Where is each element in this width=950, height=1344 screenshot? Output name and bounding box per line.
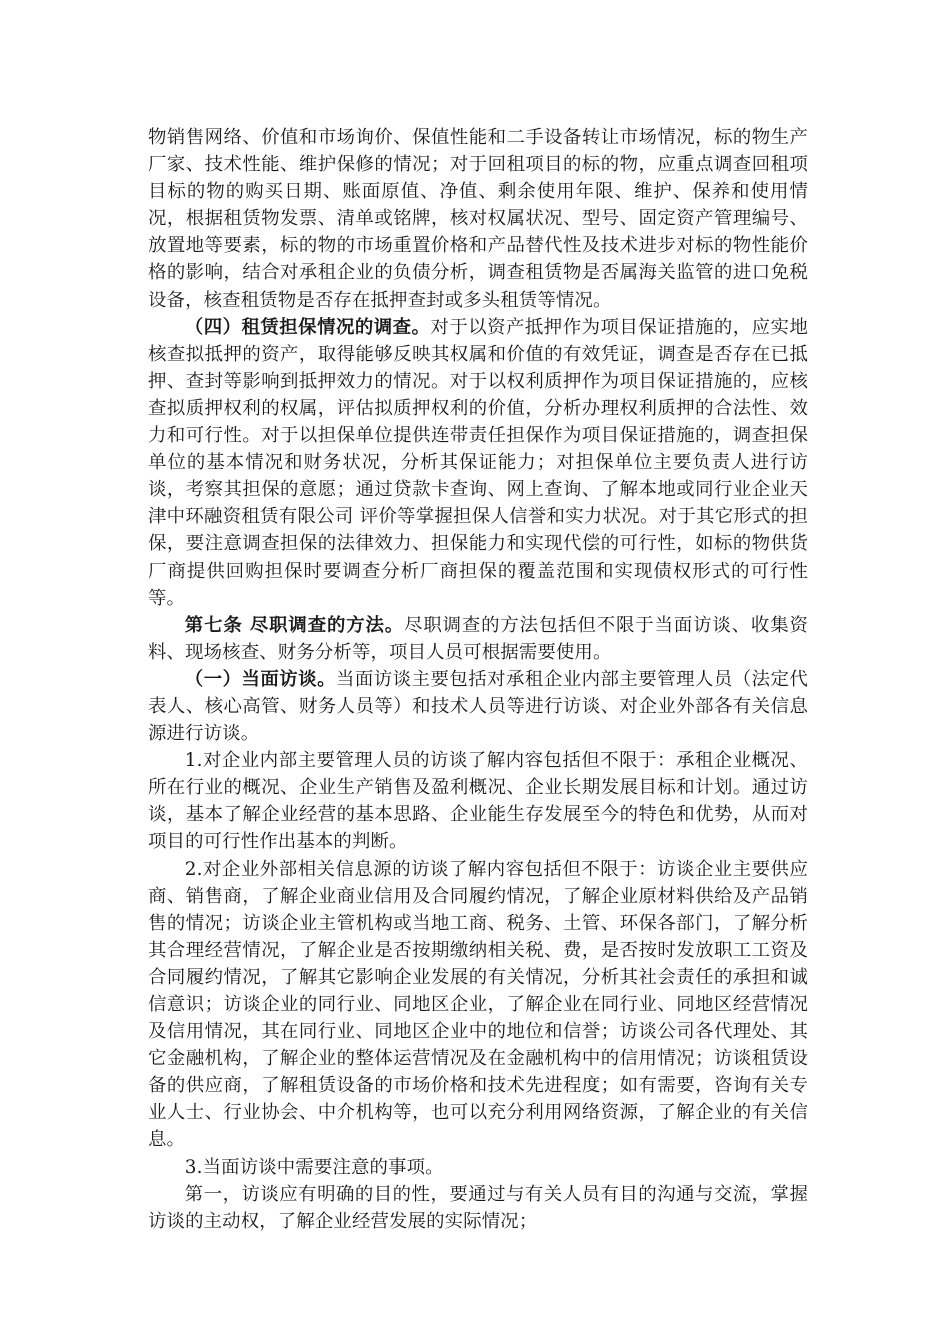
article-heading: 第七条 尽职调查的方法。 [184, 614, 405, 636]
paragraph-leased-asset-survey [148, 124, 808, 314]
paragraph-text: 尽职调查的方法包括但不限于当面访谈、收集资料、现场核查、财务分析等，项目人员可根据需要使用。 [148, 614, 809, 663]
section-heading: （四）租赁担保情况的调查。 [184, 316, 431, 338]
paragraph-external-interview [148, 856, 808, 1154]
paragraph-guarantee-survey [148, 314, 808, 612]
paragraph-first-note [148, 1181, 808, 1235]
paragraph-text: 3.当面访谈中需要注意的事项。 [184, 1156, 444, 1178]
paragraph-text: 1.对企业内部主要管理人员的访谈了解内容包括但不限于：承租企业概况、所在行业的概况、企业生产销售及盈利概况、企业长期发展目标和计划。通过访谈，基本了解企业经营的基本思路、企业能生存发展至今的特色和优势，从而对项目的可行性作出基本的判断。 [148, 750, 808, 853]
paragraph-text: 2.对企业外部相关信息源的访谈了解内容包括但不限于：访谈企业主要供应商、销售商，了解企业商业信用及合同履约情况，了解企业原材料供给及产品销售的情况；访谈企业主管机构或当地工商、税务、土管、环保各部门，了解分析其合理经营情况，了解企业是否按期缴纳相关税、费，是否按时发放职工工资及合同履约情况，了解其它影响企业发展的有关情况，分析其社会责任的承担和诚信意识；访谈企业的同行业、同地区企业，了解企业在同行业、同地区经营情况及信用情况，其在同行业、同地区企业中的地位和信誉；访谈公司各代理处、其它金融机构，了解企业的整体运营情况及在金融机构中的信用情况；访谈租赁设备的供应商，了解租赁设备的市场价格和技术先进程度；如有需要，咨询有关专业人士、行业协会、中介机构等，也可以充分利用网络资源，了解企业的有关信息。 [148, 858, 808, 1151]
paragraph-interview [148, 666, 808, 747]
paragraph-internal-interview [148, 747, 808, 855]
paragraph-text: 物销售网络、价值和市场询价、保值性能和二手设备转让市场情况，标的物生产厂家、技术性能、维护保修的情况；对于回租项目的标的物，应重点调查回租项目标的物的购买日期、账面原值、净值、剩余使用年限、维护、保养和使用情况，根据租赁物发票、清单或铭牌，核对权属状况、型号、固定资产管理编号、放置地等要素，标的物的市场重置价格和产品替代性及技术进步对标的物性能价格的影响，结合对承租企业的负债分析，调查租赁物是否属海关监管的进口免税设备，核查租赁物是否存在抵押查封或多头租赁等情况。 [148, 127, 808, 311]
paragraph-text: 第一，访谈应有明确的目的性，要通过与有关人员有目的沟通与交流，掌握访谈的主动权，了解企业经营发展的实际情况； [148, 1183, 808, 1232]
document-page [148, 124, 808, 1235]
paragraph-interview-notes [148, 1154, 808, 1181]
section-heading: （一）当面访谈。 [184, 668, 336, 690]
paragraph-article-seven [148, 612, 808, 666]
paragraph-text: 当面访谈主要包括对承租企业内部主要管理人员（法定代表人、核心高管、财务人员等）和技术人员等进行访谈、对企业外部各有关信息源进行访谈。 [148, 668, 808, 745]
paragraph-text: 对于以资产抵押作为项目保证措施的，应实地核查拟抵押的资产，取得能够反映其权属和价值的有效凭证，调查是否存在已抵押、查封等影响到抵押效力的情况。对于以权利质押作为项目保证措施的，应核查拟质押权利的权属，评估拟质押权利的价值，分析办理权利质押的合法性、效力和可行性。对于以担保单位提供连带责任担保作为项目保证措施的，调查担保单位的基本情况和财务状况，分析其保证能力；对担保单位主要负责人进行访谈，考察其担保的意愿；通过贷款卡查询、网上查询、了解本地或同行业企业天津中环融资租赁有限公司 评价等掌握担保人信誉和实力状况。对于其它形式的担保，要注意调查担保的法律效力、担保能力和实现代偿的可行性，如标的物供货厂商提供回购担保时要调查分析厂商担保的覆盖范围和实现债权形式的可行性等。 [148, 316, 808, 609]
